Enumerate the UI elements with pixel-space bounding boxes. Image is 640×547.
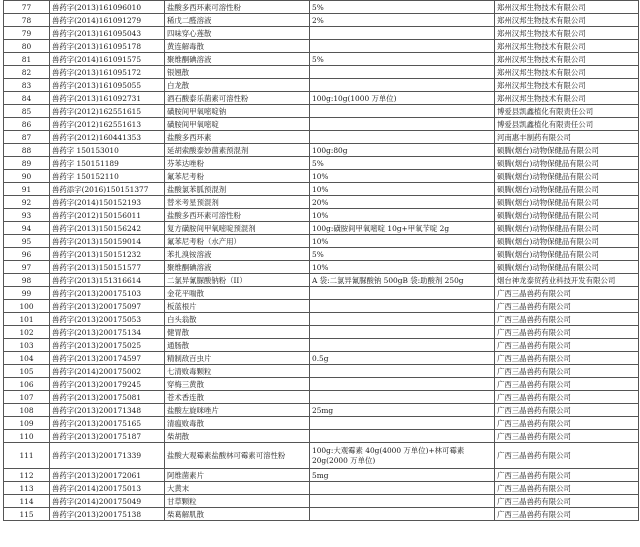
table-row — [4, 495, 639, 508]
row-number-cell: 112 — [4, 469, 50, 482]
company-cell: 硕腾(烟台)动物保健品有限公司 — [495, 170, 639, 183]
specification-cell: 100g:80g — [310, 144, 495, 157]
table-row — [4, 235, 639, 248]
specification-cell: 5% — [310, 248, 495, 261]
specification-cell — [310, 495, 495, 508]
drug-name-cell: 穿梅三黄散 — [165, 378, 310, 391]
specification-cell — [310, 105, 495, 118]
drug-name-cell: 芬苯达唑粉 — [165, 157, 310, 170]
table-row — [4, 508, 639, 521]
table-row — [4, 27, 639, 40]
drug-name-cell: 健胃散 — [165, 326, 310, 339]
row-number-cell: 109 — [4, 417, 50, 430]
drug-name-cell: 苯扎溴铵溶液 — [165, 248, 310, 261]
table-row — [4, 352, 639, 365]
row-number-cell: 99 — [4, 287, 50, 300]
row-number-cell: 94 — [4, 222, 50, 235]
approval-number-cell: 兽药字(2012)162551613 — [50, 118, 165, 131]
row-number-cell: 90 — [4, 170, 50, 183]
table-row — [4, 326, 639, 339]
specification-cell: 5mg — [310, 469, 495, 482]
approval-number-cell: 兽药字(2014)161091575 — [50, 53, 165, 66]
specification-cell — [310, 326, 495, 339]
specification-cell: 0.5g — [310, 352, 495, 365]
drug-name-cell: 白头翁散 — [165, 313, 310, 326]
specification-cell — [310, 482, 495, 495]
row-number-cell: 78 — [4, 14, 50, 27]
specification-cell: 10% — [310, 209, 495, 222]
specification-cell — [310, 430, 495, 443]
drug-registry-table — [3, 0, 639, 521]
approval-number-cell: 兽药字(2013)151316614 — [50, 274, 165, 287]
company-cell: 广西三晶兽药有限公司 — [495, 313, 639, 326]
approval-number-cell: 兽药字(2013)200174597 — [50, 352, 165, 365]
specification-cell: 10% — [310, 183, 495, 196]
drug-name-cell: 盐酸氯苯胍预混剂 — [165, 183, 310, 196]
table-row — [4, 469, 639, 482]
row-number-cell: 88 — [4, 144, 50, 157]
drug-name-cell: 氟苯尼考粉 — [165, 170, 310, 183]
company-cell: 郑州汉邦生物技术有限公司 — [495, 27, 639, 40]
row-number-cell: 83 — [4, 79, 50, 92]
specification-cell — [310, 287, 495, 300]
row-number-cell: 87 — [4, 131, 50, 144]
row-number-cell: 103 — [4, 339, 50, 352]
table-row — [4, 79, 639, 92]
table-row — [4, 339, 639, 352]
approval-number-cell: 兽药字(2014)161091279 — [50, 14, 165, 27]
drug-name-cell: 磺胺间甲氧嘧啶钠 — [165, 105, 310, 118]
drug-name-cell: 盐酸大观霉素盐酸林可霉素可溶性粉 — [165, 443, 310, 469]
approval-number-cell: 兽药字(2013)200172061 — [50, 469, 165, 482]
company-cell: 广西三晶兽药有限公司 — [495, 482, 639, 495]
company-cell: 广西三晶兽药有限公司 — [495, 287, 639, 300]
specification-cell — [310, 391, 495, 404]
drug-name-cell: 稀戊二醛溶液 — [165, 14, 310, 27]
approval-number-cell: 兽药字(2013)200175081 — [50, 391, 165, 404]
drug-name-cell: 阿维菌素片 — [165, 469, 310, 482]
row-number-cell: 77 — [4, 1, 50, 14]
drug-name-cell: 磺胺间甲氧嘧啶 — [165, 118, 310, 131]
specification-cell — [310, 40, 495, 53]
table-row — [4, 443, 639, 469]
drug-name-cell: 白龙散 — [165, 79, 310, 92]
drug-name-cell: 盐酸多西环素可溶性粉 — [165, 1, 310, 14]
specification-cell: 5% — [310, 53, 495, 66]
drug-name-cell: 柴胡散 — [165, 430, 310, 443]
table-row — [4, 287, 639, 300]
company-cell: 烟台神龙泰贸药业科技开发有限公司 — [495, 274, 639, 287]
approval-number-cell: 兽药字(2013)161095043 — [50, 27, 165, 40]
table-row — [4, 365, 639, 378]
drug-name-cell: 酒石酸泰乐菌素可溶性粉 — [165, 92, 310, 105]
approval-number-cell: 兽药字(2014)200175049 — [50, 495, 165, 508]
row-number-cell: 114 — [4, 495, 50, 508]
table-row — [4, 378, 639, 391]
table-row — [4, 118, 639, 131]
approval-number-cell: 兽药字(2012)150156011 — [50, 209, 165, 222]
specification-cell: 100g:磺胺间甲氧嘧啶 10g+甲氧苄啶 2g — [310, 222, 495, 235]
company-cell: 郑州汉邦生物技术有限公司 — [495, 79, 639, 92]
drug-name-cell: 银翘散 — [165, 66, 310, 79]
approval-number-cell: 兽药字(2013)200175097 — [50, 300, 165, 313]
drug-name-cell: 大黄末 — [165, 482, 310, 495]
company-cell: 广西三晶兽药有限公司 — [495, 365, 639, 378]
table-row — [4, 131, 639, 144]
row-number-cell: 89 — [4, 157, 50, 170]
row-number-cell: 115 — [4, 508, 50, 521]
approval-number-cell: 兽药字(2014)200175013 — [50, 482, 165, 495]
company-cell: 博爱县凯鑫植化有限责任公司 — [495, 118, 639, 131]
company-cell: 郑州汉邦生物技术有限公司 — [495, 92, 639, 105]
company-cell: 广西三晶兽药有限公司 — [495, 326, 639, 339]
row-number-cell: 113 — [4, 482, 50, 495]
approval-number-cell: 兽药字 150153010 — [50, 144, 165, 157]
specification-cell — [310, 365, 495, 378]
specification-cell: 5% — [310, 157, 495, 170]
approval-number-cell: 兽药字(2013)161092731 — [50, 92, 165, 105]
drug-name-cell: 通肠散 — [165, 339, 310, 352]
approval-number-cell: 兽药字(2012)162551615 — [50, 105, 165, 118]
table-row — [4, 313, 639, 326]
approval-number-cell: 兽药字(2013)200175134 — [50, 326, 165, 339]
table-row — [4, 157, 639, 170]
table-row — [4, 261, 639, 274]
specification-cell — [310, 79, 495, 92]
specification-cell: 20% — [310, 196, 495, 209]
drug-name-cell: 聚维酮碘溶液 — [165, 261, 310, 274]
table-row — [4, 66, 639, 79]
company-cell: 广西三晶兽药有限公司 — [495, 469, 639, 482]
drug-name-cell: 盐酸多西环素可溶性粉 — [165, 209, 310, 222]
row-number-cell: 108 — [4, 404, 50, 417]
table-row — [4, 300, 639, 313]
approval-number-cell: 兽药字(2013)200175103 — [50, 287, 165, 300]
approval-number-cell: 兽药添字(2016)150151377 — [50, 183, 165, 196]
row-number-cell: 97 — [4, 261, 50, 274]
row-number-cell: 81 — [4, 53, 50, 66]
drug-name-cell: 甘草颗粒 — [165, 495, 310, 508]
row-number-cell: 100 — [4, 300, 50, 313]
specification-cell — [310, 27, 495, 40]
row-number-cell: 84 — [4, 92, 50, 105]
table-row — [4, 209, 639, 222]
row-number-cell: 92 — [4, 196, 50, 209]
approval-number-cell: 兽药字(2013)200175053 — [50, 313, 165, 326]
specification-cell: 25mg — [310, 404, 495, 417]
approval-number-cell: 兽药字 150151189 — [50, 157, 165, 170]
company-cell: 河南惠丰制药有限公司 — [495, 131, 639, 144]
table-row — [4, 391, 639, 404]
company-cell: 硕腾(烟台)动物保健品有限公司 — [495, 222, 639, 235]
company-cell: 广西三晶兽药有限公司 — [495, 391, 639, 404]
specification-cell: 100g:10g(1000 万单位) — [310, 92, 495, 105]
row-number-cell: 80 — [4, 40, 50, 53]
company-cell: 广西三晶兽药有限公司 — [495, 378, 639, 391]
specification-cell — [310, 378, 495, 391]
specification-cell — [310, 131, 495, 144]
table-row — [4, 274, 639, 287]
row-number-cell: 107 — [4, 391, 50, 404]
drug-name-cell: 二氯异氰脲酸钠粉（II） — [165, 274, 310, 287]
specification-cell — [310, 508, 495, 521]
table-row — [4, 1, 639, 14]
specification-cell — [310, 339, 495, 352]
row-number-cell: 104 — [4, 352, 50, 365]
specification-cell: 2% — [310, 14, 495, 27]
table-row — [4, 196, 639, 209]
drug-name-cell: 延胡索酸泰妙菌素预混剂 — [165, 144, 310, 157]
drug-name-cell: 七清败毒颗粒 — [165, 365, 310, 378]
table-row — [4, 222, 639, 235]
company-cell: 硕腾(烟台)动物保健品有限公司 — [495, 144, 639, 157]
company-cell: 硕腾(烟台)动物保健品有限公司 — [495, 261, 639, 274]
approval-number-cell: 兽药字(2013)161095172 — [50, 66, 165, 79]
specification-cell — [310, 118, 495, 131]
company-cell: 广西三晶兽药有限公司 — [495, 339, 639, 352]
table-row — [4, 183, 639, 196]
table-row — [4, 430, 639, 443]
specification-cell: 100g:大观霉素 40g(4000 万单位)+林可霉素 20g(2000 万单位) — [310, 443, 495, 469]
company-cell: 广西三晶兽药有限公司 — [495, 352, 639, 365]
row-number-cell: 85 — [4, 105, 50, 118]
company-cell: 硕腾(烟台)动物保健品有限公司 — [495, 235, 639, 248]
drug-name-cell: 替米考星预混剂 — [165, 196, 310, 209]
drug-name-cell: 板蓝根片 — [165, 300, 310, 313]
approval-number-cell: 兽药字(2013)200175165 — [50, 417, 165, 430]
row-number-cell: 82 — [4, 66, 50, 79]
company-cell: 郑州汉邦生物技术有限公司 — [495, 40, 639, 53]
row-number-cell: 95 — [4, 235, 50, 248]
company-cell: 广西三晶兽药有限公司 — [495, 495, 639, 508]
row-number-cell: 111 — [4, 443, 50, 469]
company-cell: 郑州汉邦生物技术有限公司 — [495, 14, 639, 27]
table-row — [4, 53, 639, 66]
approval-number-cell: 兽药字(2014)150152193 — [50, 196, 165, 209]
table-row — [4, 404, 639, 417]
approval-number-cell: 兽药字(2013)200175138 — [50, 508, 165, 521]
drug-name-cell: 黄连解毒散 — [165, 40, 310, 53]
drug-name-cell: 复方磺胺间甲氧嘧啶预混剂 — [165, 222, 310, 235]
company-cell: 硕腾(烟台)动物保健品有限公司 — [495, 157, 639, 170]
drug-name-cell: 四味穿心莲散 — [165, 27, 310, 40]
approval-number-cell: 兽药字(2013)150156242 — [50, 222, 165, 235]
company-cell: 广西三晶兽药有限公司 — [495, 300, 639, 313]
table-row — [4, 14, 639, 27]
row-number-cell: 106 — [4, 378, 50, 391]
specification-cell — [310, 66, 495, 79]
drug-name-cell: 盐酸左旋咪唑片 — [165, 404, 310, 417]
company-cell: 广西三晶兽药有限公司 — [495, 508, 639, 521]
drug-name-cell: 金花平喘散 — [165, 287, 310, 300]
specification-cell: A 袋:二氯异氰脲酸钠 500gB 袋:助酸剂 250g — [310, 274, 495, 287]
table-row — [4, 40, 639, 53]
row-number-cell: 96 — [4, 248, 50, 261]
drug-name-cell: 聚维酮碘溶液 — [165, 53, 310, 66]
table-row — [4, 105, 639, 118]
specification-cell — [310, 313, 495, 326]
table-body — [4, 1, 639, 521]
row-number-cell: 110 — [4, 430, 50, 443]
company-cell: 硕腾(烟台)动物保健品有限公司 — [495, 248, 639, 261]
approval-number-cell: 兽药字(2013)161095178 — [50, 40, 165, 53]
approval-number-cell: 兽药字(2013)200171339 — [50, 443, 165, 469]
drug-name-cell: 盐酸多西环素 — [165, 131, 310, 144]
approval-number-cell: 兽药字(2013)150151232 — [50, 248, 165, 261]
approval-number-cell: 兽药字(2013)200175025 — [50, 339, 165, 352]
specification-cell — [310, 300, 495, 313]
table-row — [4, 482, 639, 495]
row-number-cell: 91 — [4, 183, 50, 196]
drug-name-cell: 氟苯尼考粉（水产用） — [165, 235, 310, 248]
table-row — [4, 144, 639, 157]
drug-name-cell: 柴葛解肌散 — [165, 508, 310, 521]
company-cell: 硕腾(烟台)动物保健品有限公司 — [495, 209, 639, 222]
row-number-cell: 105 — [4, 365, 50, 378]
specification-cell: 10% — [310, 235, 495, 248]
specification-cell: 10% — [310, 261, 495, 274]
specification-cell: 5% — [310, 1, 495, 14]
company-cell: 博爱县凯鑫植化有限责任公司 — [495, 105, 639, 118]
drug-name-cell: 精制敌百虫片 — [165, 352, 310, 365]
company-cell: 广西三晶兽药有限公司 — [495, 443, 639, 469]
table-row — [4, 248, 639, 261]
drug-name-cell: 苍术香连散 — [165, 391, 310, 404]
approval-number-cell: 兽药字 150152110 — [50, 170, 165, 183]
company-cell: 广西三晶兽药有限公司 — [495, 430, 639, 443]
company-cell: 硕腾(烟台)动物保健品有限公司 — [495, 196, 639, 209]
row-number-cell: 102 — [4, 326, 50, 339]
company-cell: 硕腾(烟台)动物保健品有限公司 — [495, 183, 639, 196]
approval-number-cell: 兽药字(2013)161095055 — [50, 79, 165, 92]
specification-cell — [310, 417, 495, 430]
row-number-cell: 101 — [4, 313, 50, 326]
row-number-cell: 79 — [4, 27, 50, 40]
approval-number-cell: 兽药字(2013)200175187 — [50, 430, 165, 443]
table-row — [4, 417, 639, 430]
table-row — [4, 92, 639, 105]
row-number-cell: 86 — [4, 118, 50, 131]
company-cell: 广西三晶兽药有限公司 — [495, 404, 639, 417]
approval-number-cell: 兽药字(2013)200171348 — [50, 404, 165, 417]
company-cell: 郑州汉邦生物技术有限公司 — [495, 1, 639, 14]
approval-number-cell: 兽药字(2013)150151577 — [50, 261, 165, 274]
company-cell: 郑州汉邦生物技术有限公司 — [495, 53, 639, 66]
approval-number-cell: 兽药字(2012)160441353 — [50, 131, 165, 144]
approval-number-cell: 兽药字(2013)200179245 — [50, 378, 165, 391]
drug-name-cell: 清瘟败毒散 — [165, 417, 310, 430]
specification-cell: 10% — [310, 170, 495, 183]
table-row — [4, 170, 639, 183]
approval-number-cell: 兽药字(2014)200175002 — [50, 365, 165, 378]
company-cell: 郑州汉邦生物技术有限公司 — [495, 66, 639, 79]
row-number-cell: 93 — [4, 209, 50, 222]
company-cell: 广西三晶兽药有限公司 — [495, 417, 639, 430]
approval-number-cell: 兽药字(2013)161096010 — [50, 1, 165, 14]
row-number-cell: 98 — [4, 274, 50, 287]
approval-number-cell: 兽药字(2013)150159014 — [50, 235, 165, 248]
